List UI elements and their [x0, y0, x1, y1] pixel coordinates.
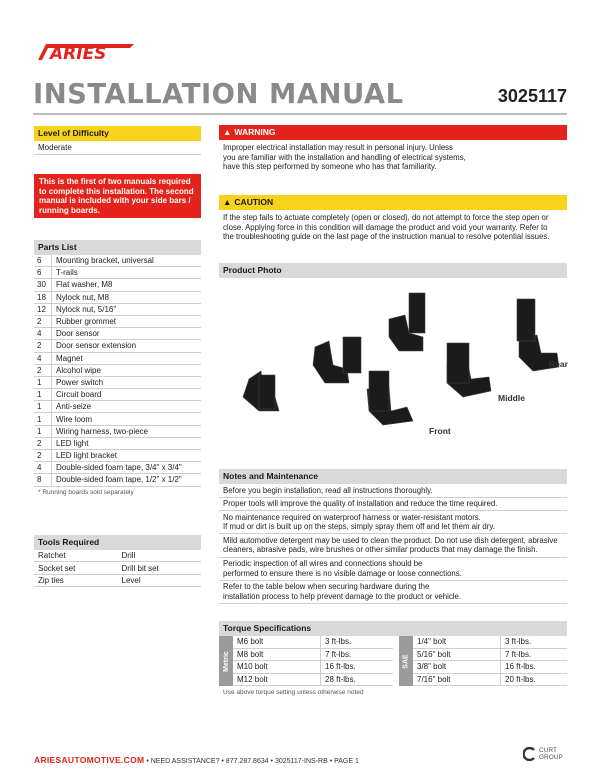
note-item	[219, 534, 567, 557]
fastener-size: M8 bolt	[233, 649, 321, 661]
difficulty-label: Level of Difficulty	[34, 126, 201, 141]
part-description: LED light	[56, 438, 89, 448]
tool-name: Drill	[121, 551, 136, 561]
parts-list-title: Parts List	[34, 240, 201, 255]
part-qty: 2	[34, 365, 52, 376]
metric-tag: Metric	[219, 636, 233, 686]
note-item	[219, 558, 567, 581]
label-middle: Middle	[498, 393, 525, 403]
torque-specifications	[219, 621, 567, 699]
footer-contact: • NEED ASSISTANCE? • 877.287.8634 • 3025117-INS-RB • PAGE 1	[144, 758, 359, 765]
rear-bracket-right-plate	[517, 299, 535, 341]
warning-box	[219, 125, 567, 175]
part-qty: 30	[34, 279, 52, 290]
caution-line: close. Applying force in this condition will damage the product and void your warranty. Refer to	[223, 222, 548, 232]
part-qty: 1	[34, 401, 52, 412]
parts-row	[34, 328, 201, 340]
parts-row	[34, 462, 201, 474]
middle-bracket-left-plate	[343, 337, 361, 373]
bracket-photo	[219, 279, 567, 443]
torque-value: 16 ft-lbs.	[505, 662, 536, 672]
part-qty: 1	[34, 426, 52, 437]
part-qty: 18	[34, 292, 52, 303]
caution-icon: ▲	[223, 197, 232, 207]
difficulty-value: Moderate	[34, 141, 201, 155]
part-description: Magnet	[56, 353, 83, 363]
torque-value: 20 ft-lbs.	[505, 674, 536, 684]
warning-title: WARNING	[234, 127, 276, 137]
rear-bracket-left-plate	[409, 293, 425, 333]
caution-text	[219, 210, 567, 245]
note-line: Before you begin installation, read all instructions thoroughly.	[223, 485, 433, 495]
parts-row	[34, 292, 201, 304]
part-description: LED light bracket	[56, 451, 117, 461]
parts-row	[34, 365, 201, 377]
part-qty: 4	[34, 328, 52, 339]
parts-row	[34, 353, 201, 365]
part-qty: 12	[34, 304, 52, 315]
part-description: Double-sided foam tape, 1/2" x 1/2"	[56, 475, 182, 485]
tools-row	[34, 562, 201, 574]
warning-line: have this step performed by someone who has that familiarity.	[223, 162, 437, 171]
sae-torque-row	[413, 674, 567, 687]
tools-required	[34, 535, 201, 587]
note-item	[219, 511, 567, 534]
part-qty: 8	[34, 474, 52, 485]
tools-row	[34, 575, 201, 587]
fastener-size: 1/4" bolt	[413, 636, 501, 648]
part-description: Wire loom	[56, 414, 93, 424]
part-qty: 2	[34, 450, 52, 461]
note-line: performed to ensure there is no visible damage or loose connections.	[223, 568, 462, 578]
part-description: Mounting bracket, universal	[56, 256, 154, 266]
warning-icon: ▲	[223, 127, 232, 137]
parts-footnote: * Running boards sold separately	[38, 488, 134, 496]
note-line: Refer to the table below when securing hardware during the	[223, 582, 430, 592]
label-rear: Rear	[549, 359, 568, 369]
part-description: Door sensor extension	[56, 341, 137, 351]
part-qty: 1	[34, 389, 52, 400]
page-title: INSTALLATION MANUAL	[33, 77, 404, 110]
part-description: Flat washer, M8	[56, 280, 113, 290]
fastener-size: 7/16" bolt	[413, 674, 501, 686]
product-photo-title: Product Photo	[219, 263, 567, 278]
parts-row	[34, 279, 201, 291]
sae-tag: SAE	[399, 636, 413, 686]
parts-row	[34, 316, 201, 328]
parts-row	[34, 377, 201, 389]
tool-name: Level	[121, 575, 141, 585]
part-qty: 2	[34, 340, 52, 351]
parts-row	[34, 255, 201, 267]
curt-icon	[523, 747, 537, 761]
torque-value: 7 ft-lbs.	[325, 649, 352, 659]
caution-box	[219, 195, 567, 245]
part-description: Anti-seize	[56, 402, 92, 412]
part-number: 3025117	[497, 86, 567, 106]
part-qty: 4	[34, 462, 52, 473]
part-description: Circuit board	[56, 390, 102, 400]
part-qty: 2	[34, 316, 52, 327]
part-description: Wiring harness, two-piece	[56, 426, 149, 436]
sae-torque-row	[413, 661, 567, 674]
warning-text	[219, 140, 567, 175]
warning-header	[219, 125, 567, 140]
fastener-size: M6 bolt	[233, 636, 321, 648]
note-line: installation process to help prevent damage to the product or vehicle.	[223, 591, 461, 601]
notes-title: Notes and Maintenance	[219, 469, 567, 484]
fastener-size: 3/8" bolt	[413, 661, 501, 673]
torque-value: 3 ft-lbs.	[325, 637, 352, 647]
torque-value: 16 ft-lbs.	[325, 662, 356, 672]
parts-row	[34, 413, 201, 425]
note-item	[219, 484, 567, 498]
curt-group-logo	[523, 747, 563, 761]
aries-logo	[34, 38, 140, 64]
parts-row	[34, 474, 201, 486]
page-footer	[34, 755, 359, 765]
caution-title: CAUTION	[234, 197, 274, 207]
note-line: cleaners, abrasive pads, wire brushes or other similar products that may damage the finish.	[223, 545, 538, 555]
header-divider	[33, 113, 567, 115]
metric-torque-row	[233, 674, 393, 687]
part-qty: 6	[34, 255, 52, 266]
parts-row	[34, 389, 201, 401]
note-line: No maintenance required on waterproof harness or water-resistant motors.	[223, 512, 481, 522]
metric-torque-row	[233, 636, 393, 649]
note-item	[219, 498, 567, 512]
parts-row	[34, 438, 201, 450]
parts-row	[34, 267, 201, 279]
part-qty: 1	[34, 377, 52, 388]
parts-list	[34, 240, 201, 498]
torque-value: 28 ft-lbs.	[325, 674, 356, 684]
tool-name: Zip ties	[38, 575, 64, 585]
sae-table	[393, 636, 567, 686]
fastener-size: M10 bolt	[233, 661, 321, 673]
product-photo-section	[219, 263, 567, 443]
logo-text: ARIES	[50, 44, 107, 64]
note-line: Mild automotive detergent may be used to clean the product. Do not use dish detergent, abrasive	[223, 535, 558, 545]
caution-line: If the step fails to actuate completely (open or closed), do not attempt to force the step open or	[223, 213, 549, 222]
note-line: Proper tools will improve the quality of installation and reduce the time required.	[223, 499, 498, 509]
part-qty: 1	[34, 413, 52, 424]
group-text: GROUP	[539, 754, 563, 761]
part-description: T-rails	[56, 268, 78, 278]
website-link[interactable]: ARIESAUTOMOTIVE.COM	[34, 755, 145, 765]
curt-text: CURT	[539, 747, 557, 754]
parts-row	[34, 426, 201, 438]
warning-line: you are familiar with the installation and handling of electrical systems,	[223, 152, 466, 162]
note-line: Periodic inspection of all wires and connections should be	[223, 559, 423, 569]
front-bracket-right-plate	[369, 371, 389, 411]
part-description: Power switch	[56, 377, 104, 387]
label-front: Front	[429, 426, 451, 436]
part-description: Nylock nut, M8	[56, 292, 109, 302]
note-line: If mud or dirt is built up on the steps, simply spray them off and let them air dry.	[223, 522, 495, 532]
torque-value: 3 ft-lbs.	[505, 637, 532, 647]
parts-row	[34, 401, 201, 413]
part-description: Door sensor	[56, 329, 100, 339]
parts-row	[34, 450, 201, 462]
metric-torque-row	[233, 649, 393, 662]
tools-row	[34, 550, 201, 562]
metric-torque-row	[233, 661, 393, 674]
part-description: Double-sided foam tape, 3/4" x 3/4"	[56, 463, 182, 473]
part-qty: 2	[34, 438, 52, 449]
sae-torque-row	[413, 649, 567, 662]
tool-name: Socket set	[38, 563, 76, 573]
front-bracket-left-plate	[259, 375, 275, 409]
parts-row	[34, 304, 201, 316]
metric-table	[219, 636, 393, 686]
difficulty-section	[34, 126, 201, 155]
parts-row	[34, 340, 201, 352]
part-qty: 4	[34, 353, 52, 364]
tool-name: Ratchet	[38, 551, 66, 561]
tools-title: Tools Required	[34, 535, 201, 550]
part-description: Rubber grommet	[56, 317, 117, 327]
fastener-size: M12 bolt	[233, 674, 321, 686]
torque-value: 7 ft-lbs.	[505, 649, 532, 659]
sae-torque-row	[413, 636, 567, 649]
middle-bracket-right-plate	[447, 343, 469, 383]
torque-footnote: Use above torque setting unless otherwise noted	[223, 689, 364, 696]
note-item	[219, 581, 567, 604]
torque-title: Torque Specifications	[219, 621, 567, 636]
warning-line: Improper electrical installation may result in personal injury. Unless	[223, 143, 453, 152]
part-qty: 6	[34, 267, 52, 278]
part-description: Nylock nut, 5/16"	[56, 304, 117, 314]
caution-header	[219, 195, 567, 210]
fastener-size: 5/16" bolt	[413, 649, 501, 661]
part-description: Alcohol wipe	[56, 365, 101, 375]
tool-name: Drill bit set	[121, 563, 159, 573]
two-manual-notice: This is the first of two manuals required to complete this installation. The second manual is included with your side bars / running boards.	[34, 174, 201, 218]
caution-line: the troubleshooting guide on the last page of the instruction manual to resolve potential issues.	[223, 232, 550, 241]
notes-maintenance	[219, 469, 567, 604]
